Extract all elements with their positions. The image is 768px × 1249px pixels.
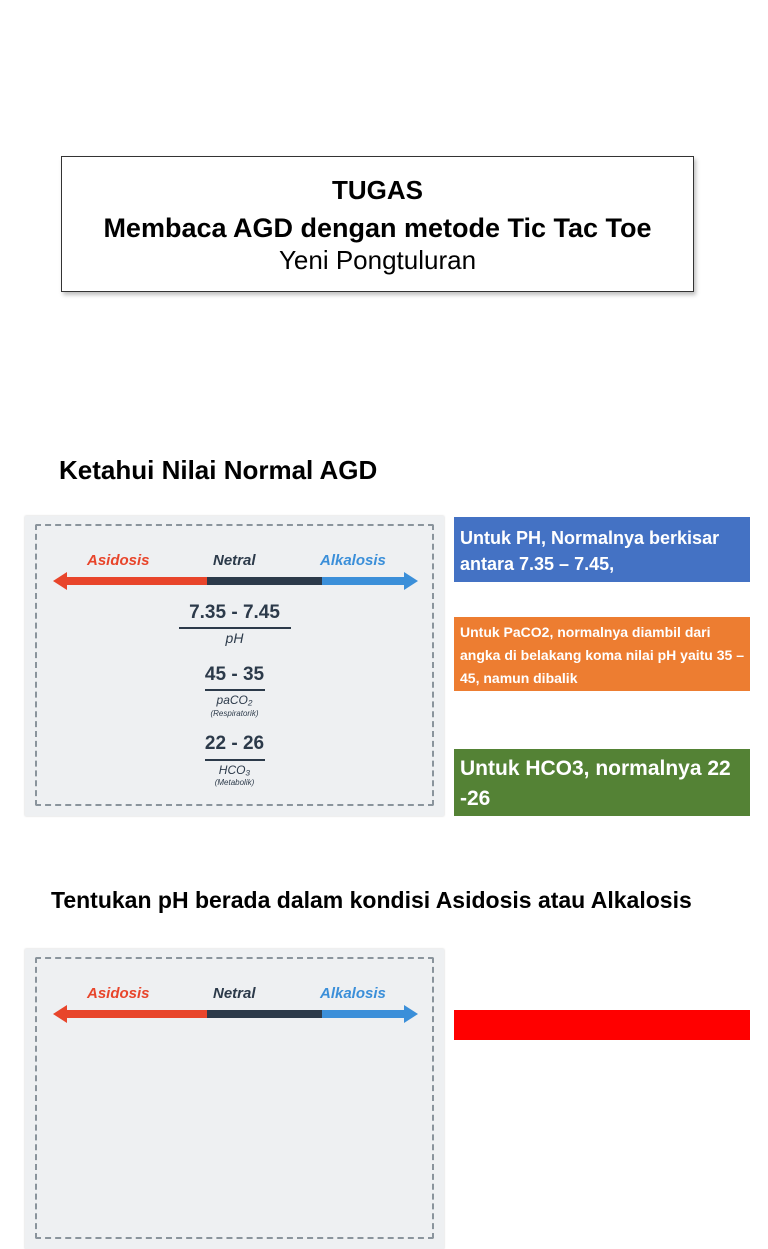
- asidosis-label-2: Asidosis: [87, 985, 150, 1002]
- ph-scale-arrow: [53, 572, 418, 590]
- neutral-bar: [207, 577, 322, 585]
- alkalosis-label: Alkalosis: [320, 552, 386, 569]
- alkaline-bar-2: [322, 1010, 406, 1018]
- ph-condition-diagram: [25, 949, 444, 1249]
- paco2-label: paCO₂: [216, 693, 253, 707]
- hco3-note: (Metabolik): [214, 778, 255, 787]
- alkaline-arrowhead: [404, 572, 418, 590]
- acid-bar-2: [65, 1010, 207, 1018]
- hco3-divider: [205, 759, 265, 761]
- alkalosis-label-2: Alkalosis: [320, 985, 386, 1002]
- paco2-range: 45 - 35: [204, 664, 265, 685]
- section2-heading: Tentukan pH berada dalam kondisi Asidosis atau Alkalosis: [51, 887, 692, 913]
- section1-heading: Ketahui Nilai Normal AGD: [59, 455, 378, 485]
- acid-arrowhead-2: [53, 1005, 67, 1023]
- title-box: [61, 156, 694, 292]
- hco3-label: HCO₃: [218, 763, 251, 777]
- ph-divider: [179, 627, 291, 629]
- alkaline-arrowhead-2: [404, 1005, 418, 1023]
- ph-note-box: Untuk PH, Normalnya berkisar antara 7.35 – 7.45,: [454, 517, 750, 582]
- hco3-range: 22 - 26: [204, 733, 265, 754]
- normal-values-diagram: [25, 516, 444, 816]
- ph-range: 7.35 - 7.45: [189, 602, 280, 623]
- author-name: Yeni Pongtuluran: [278, 245, 477, 275]
- alkaline-bar: [322, 577, 406, 585]
- neutral-bar-2: [207, 1010, 322, 1018]
- netral-label: Netral: [213, 552, 256, 569]
- acid-bar: [65, 577, 207, 585]
- paco2-divider: [205, 689, 265, 691]
- acid-arrowhead: [53, 572, 67, 590]
- red-note-box: [454, 1010, 750, 1040]
- netral-label-2: Netral: [213, 985, 256, 1002]
- hco3-note-box: Untuk HCO3, normalnya 22 -26: [454, 749, 750, 816]
- ph-label: pH: [225, 630, 244, 646]
- paco2-note: (Respiratorik): [210, 709, 259, 718]
- asidosis-label: Asidosis: [87, 552, 150, 569]
- paco2-note-box: Untuk PaCO2, normalnya diambil dari angka di belakang koma nilai pH yaitu 35 – 45, namun dibalik: [454, 617, 750, 691]
- title-line-2: Membaca AGD dengan metode Tic Tac Toe: [103, 213, 652, 243]
- ph-scale-arrow-2: [53, 1005, 418, 1023]
- title-line-1: TUGAS: [332, 175, 423, 205]
